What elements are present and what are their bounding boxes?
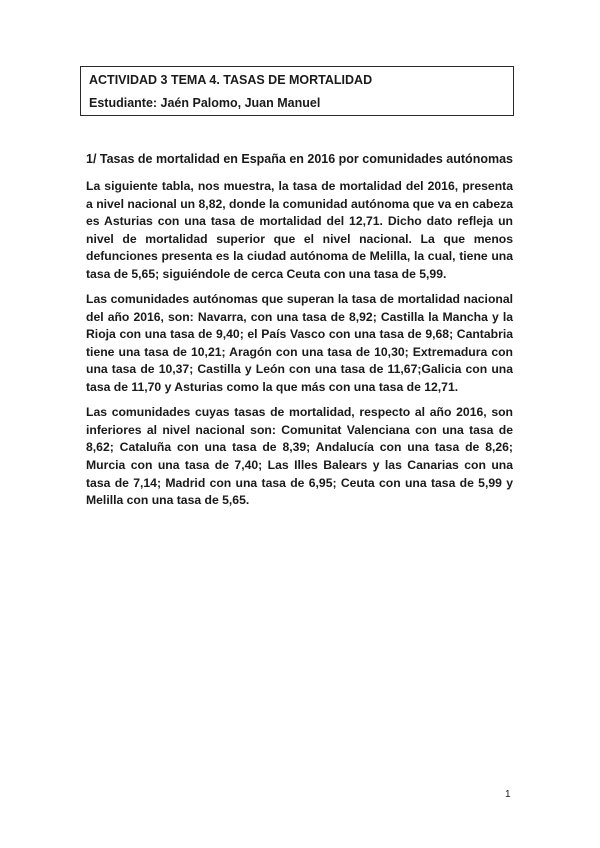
document-title: ACTIVIDAD 3 TEMA 4. TASAS DE MORTALIDAD [89, 73, 373, 87]
student-name: Estudiante: Jaén Palomo, Juan Manuel [89, 96, 321, 110]
body-text [86, 178, 513, 517]
header-box [80, 66, 514, 116]
section-title: 1/ Tasas de mortalidad en España en 2016 por comunidades autónomas [86, 152, 513, 166]
paragraph-intro: La siguiente tabla, nos muestra, la tasa de mortalidad del 2016, presenta a nivel nacional un 8,82, donde la comunidad autónoma que va en cabeza es Asturias con una tasa de mortalidad del 12,71. Dicho dato refleja un nivel de mortalidad superior que el nivel nacional. La que menos defunciones presenta es la ciudad autónoma de Melilla, la cual, tiene una tasa de 5,65; siguiéndole de cerca Ceuta con una tasa de 5,99. [86, 179, 513, 281]
page-number: 1 [505, 789, 511, 800]
paragraph-above-national: Las comunidades autónomas que superan la tasa de mortalidad nacional del año 2016, son: Navarra, con una tasa de 8,92; Castilla la Mancha y la Rioja con una tasa de 9,40; el País Vasco con una tasa de 9,68; Cantabria tiene una tasa de 10,21; Aragón con una tasa de 10,30; Extremadura con una tasa de 10,37; Castilla y León con una tasa de 11,67;Galicia con una tasa de 11,70 y Asturias como la que más con una tasa de 12,71. [86, 292, 513, 395]
paragraph-below-national: Las comunidades cuyas tasas de mortalidad, respecto al año 2016, son inferiores al nivel nacional son: Comunitat Valenciana con una tasa de 8,62; Cataluña con una tasa de 8,39; Andalucía con una tasa de 8,26; Murcia con una tasa de 7,40; Las Illes Balears y las Canarias con una tasa de 7,14; Madrid con una tasa de 6,95; Ceuta con una tasa de 5,99 y Melilla con una tasa de 5,65. [86, 405, 513, 508]
